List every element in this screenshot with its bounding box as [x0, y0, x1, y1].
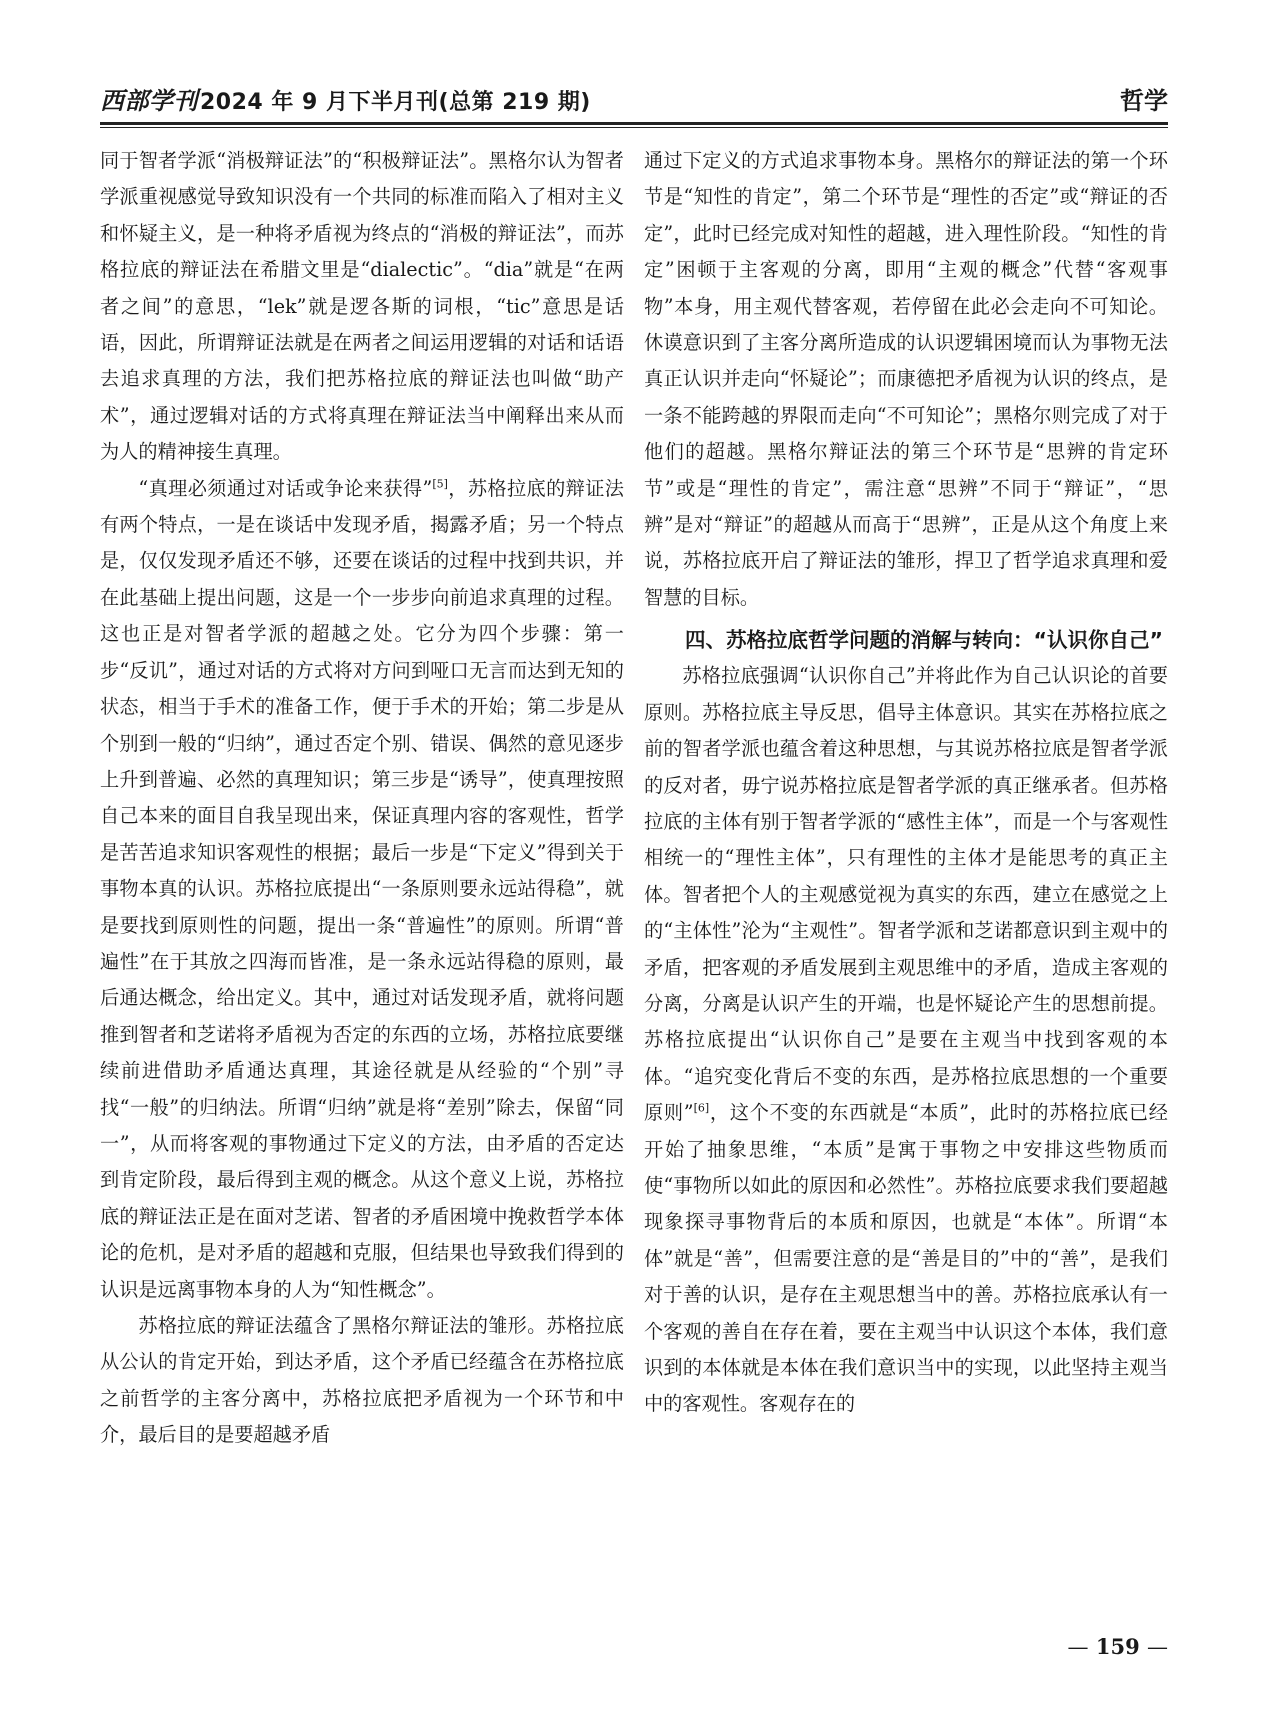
right-column [644, 143, 1168, 1423]
paragraph: 通过下定义的方式追求事物本身。黑格尔的辩证法的第一个环节是“知性的肯定”，第二个环节是“理性的否定”或“辩证的否定”，此时已经完成对知性的超越，进入理性阶段。“知性的肯定”困顿于主客观的分离，即用“主观的概念”代替“客观事物”本身，用主观代替客观，若停留在此必会走向不可知论。休谟意识到了主客分离所造成的认识逻辑困境而认为事物无法真正认识并走向“怀疑论”；而康德把矛盾视为认识的终点，是一条不能跨越的界限而走向“不可知论”；黑格尔则完成了对于他们的超越。黑格尔辩证法的第三个环节是“思辨的肯定环节”或是“理性的肯定”，需注意“思辨”不同于“辩证”，“思辨”是对“辩证”的超越从而高于“思辨”，正是从这个角度上来说，苏格拉底开启了辩证法的雏形，捍卫了哲学追求真理和爱智慧的目标。 [644, 149, 1168, 609]
left-column [100, 143, 624, 1454]
page-footer [1068, 1632, 1168, 1662]
quote-text: “真理必须通过对话或争论来获得” [138, 476, 433, 500]
paragraph [644, 658, 1168, 1423]
paragraph-text: 苏格拉底强调“认识你自己”并将此作为自己认识论的首要原则。苏格拉底主导反思，倡导主体意识。其实在苏格拉底之前的智者学派也蕴含着这种思想，与其说苏格拉底是智者学派的反对者，毋宁说苏格拉底是智者学派的真正继承者。但苏格拉底的主体有别于智者学派的“感性主体”，而是一个与客观性相统一的“理性主体”，只有理性的主体才是能思考的真正主体。智者把个人的主观感觉视为真实的东西，建立在感觉之上的“主体性”沦为“主观性”。智者学派和芝诺都意识到主观中的矛盾，把客观的矛盾发展到主观思维中的矛盾，造成主客观的分离，分离是认识产生的开端，也是怀疑论产生的思想前提。苏格拉底提出“认识你自己”是要在主观当中找到客观的本体。“追究变化背后不变的东西，是苏格拉底思想的一个重要原则” [644, 664, 1168, 1125]
paragraph-text: ，这个不变的东西就是“本质”，此时的苏格拉底已经开始了抽象思维，“本质”是寓于事物之中安排这些物质而使“事物所以如此的原因和必然性”。苏格拉底要求我们要超越现象探寻事物背后的本质和原因，也就是“本体”。所谓“本体”就是“善”，但需要注意的是“善是目的”中的“善”，是我们对于善的认识，是存在主观思想当中的善。苏格拉底承认有一个客观的善自在存在着，要在主观当中认识这个本体，我们意识到的本体就是本体在我们意识当中的实现，以此坚持主观当中的客观性。客观存在的 [644, 1101, 1168, 1416]
header-rule-thin [100, 127, 1168, 128]
header-rule [100, 122, 1168, 125]
paragraph: 同于智者学派“消极辩证法”的“积极辩证法”。黑格尔认为智者学派重视感觉导致知识没有一个共同的标准而陷入了相对主义和怀疑主义，是一种将矛盾视为终点的“消极的辩证法”，而苏格拉底的辩证法在希腊文里是“dialectic”。“dia”就是“在两者之间”的意思，“lek”就是逻各斯的词根，“tic”意思是话语，因此，所谓辩证法就是在两者之间运用逻辑的对话和话语去追求真理的方法，我们把苏格拉底的辩证法也叫做“助产术”，通过逻辑对话的方式将真理在辩证法当中阐释出来从而为人的精神接生真理。 [100, 149, 624, 464]
paragraph-text: ，苏格拉底的辩证法有两个特点，一是在谈话中发现矛盾，揭露矛盾；另一个特点是，仅仅发现矛盾还不够，还要在谈话的过程中找到共识，并在此基础上提出问题，这是一个一步步向前追求真理的过程。这也正是对智者学派的超越之处。它分为四个步骤：第一步“反讥”，通过对话的方式将对方问到哑口无言而达到无知的状态，相当于手术的准备工作，便于手术的开始；第二步是从个别到一般的“归纳”，通过否定个别、错误、偶然的意见逐步上升到普遍、必然的真理知识；第三步是“诱导”，使真理按照自己本来的面目自我呈现出来，保证真理内容的客观性，哲学是苦苦追求知识客观性的根据；最后一步是“下定义”得到关于事物本真的认识。苏格拉底提出“一条原则要永远站得稳”，就是要找到原则性的问题，提出一条“普遍性”的原则。所谓“普遍性”在于其放之四海而皆准，是一条永远站得稳的原则，最后通达概念，给出定义。其中，通过对话发现矛盾，就将问题推到智者和芝诺将矛盾视为否定的东西的立场，苏格拉底要继续前进借助矛盾通达真理，其途径就是从经验的“个别”寻找“一般”的归纳法。所谓“归纳”就是将“差别”除去，保留“同一”，从而将客观的事物通过下定义的方法，由矛盾的否定达到肯定阶段，最后得到主观的概念。从这个意义上说，苏格拉底的辩证法正是在面对芝诺、智者的矛盾困境中挽救哲学本体论的危机，是对矛盾的超越和克服，但结果也导致我们得到的认识是远离事物本身的人为“知性概念”。 [100, 476, 624, 1301]
paragraph: 苏格拉底的辩证法蕴含了黑格尔辩证法的雏形。苏格拉底从公认的肯定开始，到达矛盾，这个矛盾已经蕴含在苏格拉底之前哲学的主客分离中，苏格拉底把矛盾视为一个环节和中介，最后目的是要超越矛盾 [100, 1314, 624, 1447]
footer-dash-left: — [1067, 1635, 1089, 1659]
running-header [100, 84, 1168, 120]
footer-dash-right: — [1147, 1635, 1168, 1659]
journal-logo: 西部学刊 [100, 86, 198, 115]
section-label: 哲学 [1120, 87, 1168, 115]
citation-ref: [5] [432, 477, 448, 491]
section-heading: 四、苏格拉底哲学问题的消解与转向：“认识你自己” [685, 628, 1163, 653]
citation-ref: [6] [693, 1101, 710, 1115]
page-number: 159 [1095, 1634, 1140, 1659]
header-journal-info [100, 84, 591, 120]
paragraph [100, 471, 624, 1308]
issue-info: 2024 年 9 月下半月刊(总第 219 期) [200, 90, 591, 115]
